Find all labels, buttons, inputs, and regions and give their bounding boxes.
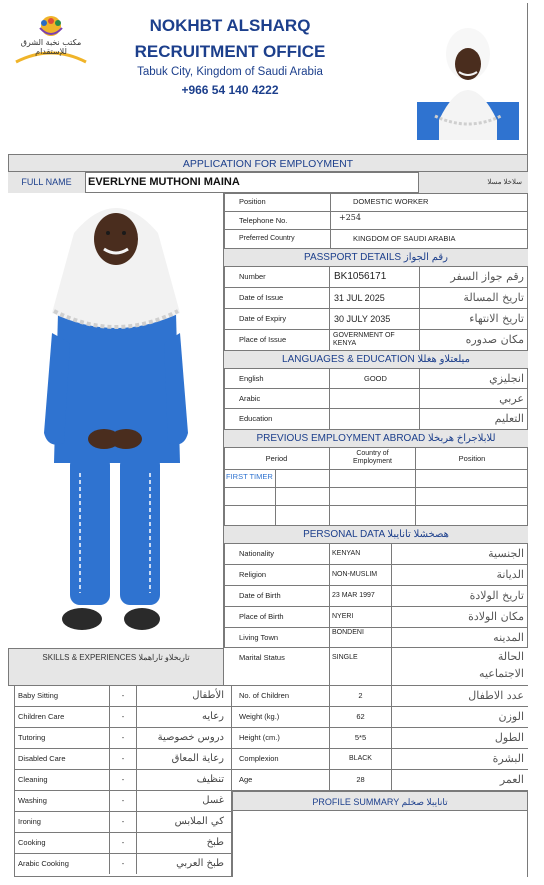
passport-expiry-value: 30 JULY 2035	[330, 309, 420, 330]
skill-label: Baby Sitting	[18, 691, 59, 700]
language-english-arabic: انجليزي	[420, 369, 528, 389]
employment-divider-3	[224, 470, 330, 526]
skill-label: Cleaning	[18, 775, 48, 784]
pob-value: NYERI	[330, 607, 392, 628]
employment-col-country: Country of Employment	[330, 448, 416, 470]
full-name-value: EVERLYNE MUTHONI MAINA	[88, 176, 240, 188]
nationality-value: KENYAN	[330, 544, 392, 565]
complexion-arabic: البشرة	[392, 749, 528, 770]
passport-expiry-row	[224, 309, 528, 330]
skill-value: -	[121, 712, 125, 721]
position-value: DOMESTIC WORKER	[330, 193, 528, 212]
telephone-label: Telephone No.	[224, 212, 330, 230]
children-label: No. of Children	[224, 686, 330, 707]
form-title: APPLICATION FOR EMPLOYMENT	[8, 154, 528, 172]
skill-arabic: طبخ	[206, 837, 224, 848]
skill-row	[14, 791, 232, 812]
passport-issue-value: 31 JUL 2025	[330, 288, 420, 309]
telephone-value: +254	[330, 212, 528, 230]
skill-arabic: طبخ العربي	[176, 858, 224, 869]
skill-label: Arabic Cooking	[18, 859, 69, 868]
skill-arabic: دروس خصوصية	[157, 732, 224, 743]
language-arabic-label: Arabic	[224, 389, 330, 409]
age-value: 28	[330, 770, 392, 791]
children-value: 2	[330, 686, 392, 707]
skill-row	[14, 812, 232, 833]
previous-employment-title: PREVIOUS EMPLOYMENT ABROAD للابلاجراخ هربخلا	[224, 430, 528, 448]
passport-number-row	[224, 267, 528, 288]
skill-arabic: رعاية المعاق	[171, 753, 224, 764]
living-town-label: Living Town	[224, 628, 330, 648]
weight-label: Weight (kg.)	[224, 707, 330, 728]
skill-label: Children Care	[18, 712, 65, 721]
living-town-row	[224, 628, 528, 648]
complexion-row	[224, 749, 528, 770]
language-english-label: English	[224, 369, 330, 389]
skill-row	[14, 854, 232, 877]
complexion-value: BLACK	[330, 749, 392, 770]
skill-arabic: كي الملابس	[174, 816, 224, 827]
religion-arabic: الديانة	[392, 565, 528, 586]
skill-value: -	[121, 775, 125, 784]
children-arabic: عدد الاطفال	[392, 686, 528, 707]
full-body-photo	[8, 193, 224, 648]
skill-value: -	[121, 796, 125, 805]
office-location: Tabuk City, Kingdom of Saudi Arabia	[137, 66, 323, 78]
skills-title: SKILLS & EXPERIENCES تاربخلاو تاراهملا	[8, 648, 224, 686]
preferred-country-label: Preferred Country	[224, 230, 330, 249]
skill-row	[14, 707, 232, 728]
full-name-label: FULL NAME	[8, 172, 86, 193]
height-row	[224, 728, 528, 749]
age-row	[224, 770, 528, 791]
skill-label: Washing	[18, 796, 47, 805]
age-arabic: العمر	[392, 770, 528, 791]
personal-data-title: PERSONAL DATA هصخشلا تانايبلا	[224, 526, 528, 544]
passport-place-row	[224, 330, 528, 351]
skill-label: Cooking	[18, 838, 46, 847]
passport-expiry-arabic: تاريخ الانتهاء	[420, 309, 528, 330]
skill-value: -	[121, 838, 125, 847]
skill-label: Tutoring	[18, 733, 46, 742]
full-name-arabic: سلاخلا مسلا	[418, 172, 528, 193]
skill-value: -	[121, 859, 125, 868]
company-name: NOKHBT ALSHARQ	[149, 16, 311, 35]
living-town-arabic: المدينه	[392, 628, 528, 648]
height-label: Height (cm.)	[224, 728, 330, 749]
profile-summary-body	[232, 811, 528, 877]
skill-arabic: تنظيف	[196, 774, 224, 785]
employment-col-period: Period	[224, 448, 330, 470]
weight-row	[224, 707, 528, 728]
language-arabic-value	[330, 389, 420, 409]
dob-value: 23 MAR 1997	[330, 586, 392, 607]
preferred-country-value: KINGDOM OF SAUDI ARABIA	[330, 230, 528, 249]
office-phone: +966 54 140 4222	[181, 83, 279, 97]
passport-issue-arabic: تاريخ المسالة	[420, 288, 528, 309]
education-row	[224, 409, 528, 430]
skill-label: Disabled Care	[18, 754, 66, 763]
skill-row	[14, 770, 232, 791]
header-frame	[8, 3, 528, 154]
passport-number-label: Number	[224, 267, 330, 288]
religion-row	[224, 565, 528, 586]
languages-title: LANGUAGES & EDUCATION ميلعتلاو هغللا	[224, 351, 528, 369]
language-arabic-arabic: عربي	[420, 389, 528, 409]
marital-row	[224, 648, 528, 686]
skill-value: -	[121, 817, 125, 826]
skill-row	[14, 749, 232, 770]
religion-label: Religion	[224, 565, 330, 586]
nationality-row	[224, 544, 528, 565]
marital-arabic-2: الاجتماعيه	[479, 667, 524, 680]
dob-arabic: تاريخ الولادة	[392, 586, 528, 607]
dob-row	[224, 586, 528, 607]
skill-arabic: غسل	[202, 795, 224, 806]
skill-value: -	[121, 691, 125, 700]
height-value: 5*5	[330, 728, 392, 749]
skill-row	[14, 728, 232, 749]
skill-arabic: رعايه	[202, 711, 224, 722]
logo-arabic-text: مكتب نخبة الشرق للإستقدام	[20, 38, 82, 56]
pob-row	[224, 607, 528, 628]
weight-arabic: الوزن	[392, 707, 528, 728]
complexion-label: Complexion	[224, 749, 330, 770]
living-town-value: BONDENI	[330, 628, 392, 648]
marital-value: SINGLE	[330, 648, 392, 685]
pob-arabic: مكان الولادة	[392, 607, 528, 628]
skill-row	[14, 833, 232, 854]
passport-issue-label: Date of Issue	[224, 288, 330, 309]
passport-place-label: Place of Issue	[224, 330, 330, 351]
skill-row	[14, 686, 232, 707]
passport-title: PASSPORT DETAILS رقم الجواز	[224, 249, 528, 267]
dob-label: Date of Birth	[224, 586, 330, 607]
skill-arabic: الأطفال	[192, 690, 224, 701]
position-label: Position	[224, 193, 330, 212]
education-value	[330, 409, 420, 430]
age-label: Age	[224, 770, 330, 791]
pob-label: Place of Birth	[224, 607, 330, 628]
passport-number-arabic: رقم جواز السفر	[420, 267, 528, 288]
employment-col-position: Position	[458, 454, 486, 463]
religion-value: NON-MUSLIM	[330, 565, 392, 586]
marital-label: Marital Status	[224, 648, 330, 685]
language-english-row	[224, 369, 528, 389]
employment-first-timer: FIRST TIMER	[226, 472, 273, 481]
passport-expiry-label: Date of Expiry	[224, 309, 330, 330]
education-label: Education	[224, 409, 330, 430]
passport-place-arabic: مكان صدوره	[420, 330, 528, 351]
passport-number-value: BK1056171	[330, 267, 420, 288]
language-arabic-row	[224, 389, 528, 409]
children-row	[224, 686, 528, 707]
skill-value: -	[121, 733, 125, 742]
nationality-arabic: الجنسية	[392, 544, 528, 565]
skill-value: -	[121, 754, 125, 763]
profile-summary-title: PROFILE SUMMARY تانايبلا صخلم	[232, 791, 528, 811]
marital-arabic-1: الحالة	[497, 650, 524, 663]
weight-value: 62	[330, 707, 392, 728]
passport-place-value: GOVERNMENT OF KENYA	[330, 330, 420, 351]
education-arabic: التعليم	[420, 409, 528, 430]
height-arabic: الطول	[392, 728, 528, 749]
nationality-label: Nationality	[224, 544, 330, 565]
office-name: RECRUITMENT OFFICE	[134, 42, 326, 61]
language-english-value: GOOD	[330, 369, 420, 389]
passport-issue-row	[224, 288, 528, 309]
skill-label: Ironing	[18, 817, 41, 826]
